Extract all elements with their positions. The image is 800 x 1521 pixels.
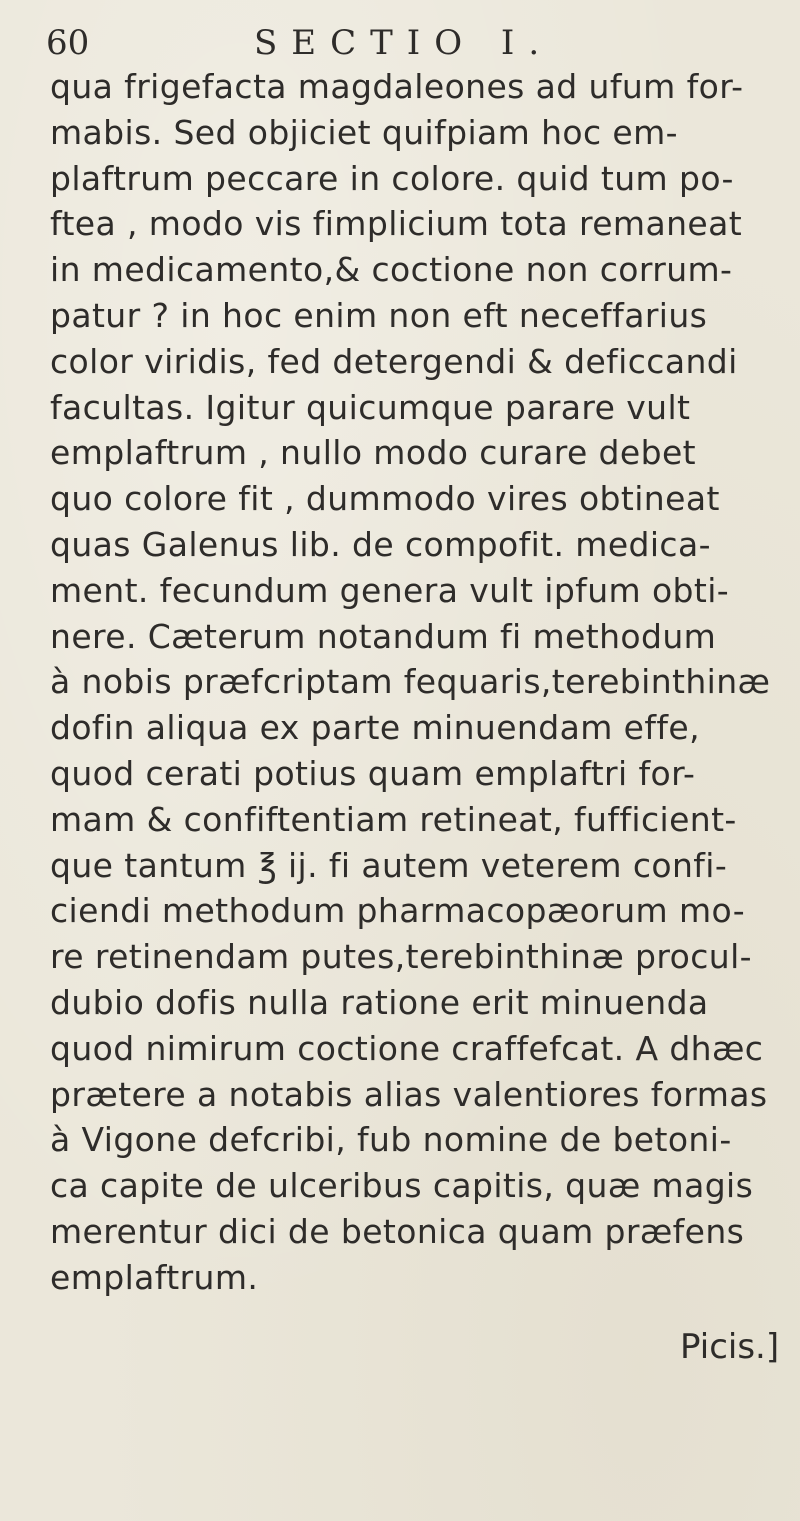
- text-line: mabis. Sed objiciet quifpiam hoc em-: [50, 112, 678, 152]
- text-line: color viridis, fed detergendi & deficcandi: [50, 341, 738, 381]
- text-line: quo colore fit , dummodo vires obtineat: [50, 479, 720, 519]
- text-line: emplaftrum.: [50, 1257, 259, 1297]
- text-line: à nobis præfcriptam fequaris,terebinthinæ: [50, 662, 771, 702]
- running-head: SECTIO I.: [254, 23, 554, 63]
- catchword: Picis.]: [680, 1327, 780, 1367]
- text-line: plaftrum peccare in colore. quid tum po-: [50, 158, 734, 198]
- text-line: dubio dofis nulla ratione erit minuenda: [50, 982, 709, 1022]
- text-line: que tantum ℥ ij. fi autem veterem confi-: [50, 845, 728, 885]
- text-line: facultas. Igitur quicumque parare vult: [50, 387, 691, 427]
- text-line: nere. Cæterum notandum fi methodum: [50, 616, 717, 656]
- page-number: 60: [46, 23, 90, 63]
- text-line: quod cerati potius quam emplaftri for-: [50, 753, 696, 793]
- text-line: quas Galenus lib. de compofit. medica-: [50, 524, 711, 564]
- body-text: [50, 64, 790, 1301]
- text-line: ciendi methodum pharmacopæorum mo-: [50, 891, 746, 931]
- text-line: emplaftrum , nullo modo curare debet: [50, 433, 696, 473]
- text-line: ftea , modo vis fimplicium tota remaneat: [50, 204, 743, 244]
- text-line: dofin aliqua ex parte minuendam effe,: [50, 708, 700, 748]
- text-line: ment. fecundum genera vult ipfum obti-: [50, 570, 730, 610]
- text-line: in medicamento,& coctione non corrum-: [50, 250, 733, 290]
- text-line: re retinendam putes,terebinthinæ procul-: [50, 937, 752, 977]
- text-line: prætere a notabis alias valentiores formas: [50, 1074, 768, 1114]
- text-line: mam & confiftentiam retineat, fufficient-: [50, 799, 737, 839]
- text-line: qua frigefacta magdaleones ad ufum for-: [50, 67, 744, 106]
- text-line: à Vigone defcribi, fub nomine de betoni-: [50, 1120, 732, 1160]
- text-line: merentur dici de betonica quam præfens: [50, 1211, 745, 1251]
- text-line: ca capite de ulceribus capitis, quæ magis: [50, 1166, 754, 1206]
- text-line: quod nimirum coctione craffefcat. A dhæc: [50, 1028, 764, 1068]
- page-header: [46, 18, 606, 68]
- text-line: patur ? in hoc enim non eft neceffarius: [50, 295, 708, 335]
